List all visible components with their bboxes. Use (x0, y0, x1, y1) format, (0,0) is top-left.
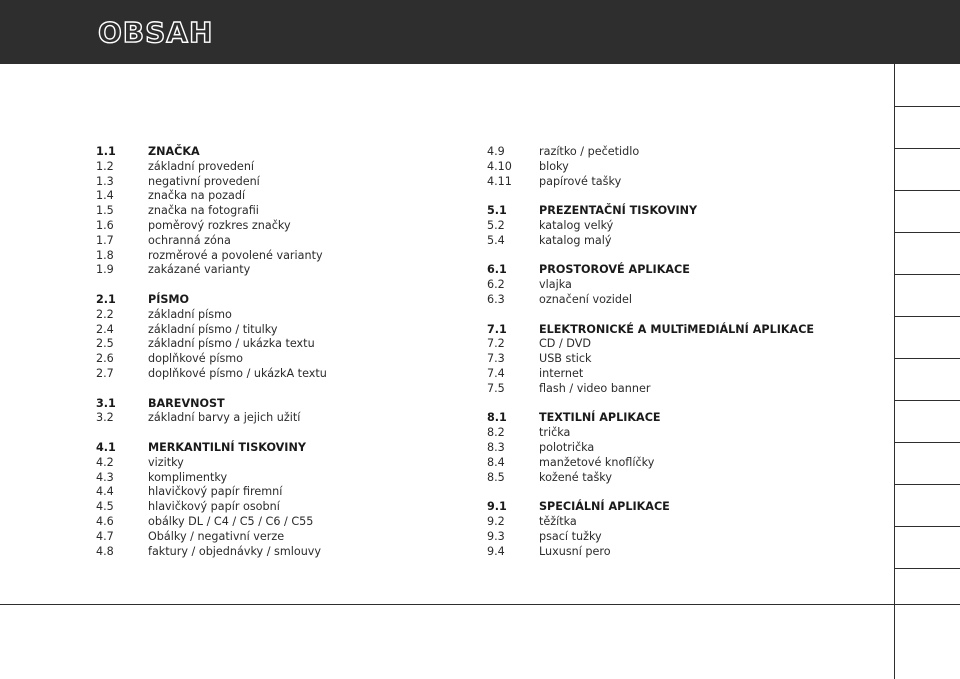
toc-entry-label: komplimentky (148, 470, 228, 484)
toc-entry-number: 1.6 (96, 218, 114, 232)
toc-entry (487, 160, 857, 175)
toc-entry (487, 219, 857, 234)
toc-entry (96, 337, 436, 352)
toc-entry-label: vlajka (539, 278, 572, 292)
toc-entry (96, 530, 436, 545)
toc-entry (96, 219, 436, 234)
toc-entry-label: Obálky / negativní verze (148, 529, 285, 543)
toc-entry-label: razítko / pečetidlo (539, 145, 640, 158)
toc-entry (96, 234, 436, 249)
page-title: OBSAH (98, 16, 214, 49)
toc-entry-label: TEXTILNÍ APLIKACE (539, 411, 661, 425)
toc-entry-number: 1.9 (96, 263, 114, 277)
toc-entry-label: značka na pozadí (148, 189, 246, 203)
toc-entry-number: 5.2 (487, 218, 505, 232)
toc-entry (96, 249, 436, 264)
toc-entry (487, 545, 857, 560)
toc-entry-label: faktury / objednávky / smlouvy (148, 544, 322, 558)
toc-entry-label: Luxusní pero (539, 544, 611, 558)
toc-section (487, 411, 857, 485)
toc-entry-label: rozměrové a povolené varianty (148, 248, 323, 262)
tab-divider (895, 106, 960, 107)
toc-entry (96, 367, 436, 382)
toc-entry-label: SPECIÁLNÍ APLIKACE (539, 500, 670, 514)
toc-entry-number: 5.1 (487, 204, 507, 218)
toc-entry (96, 411, 436, 426)
toc-column-left (96, 145, 436, 574)
toc-entry (487, 234, 857, 249)
tab-divider (895, 604, 960, 605)
toc-entry-number: 1.8 (96, 248, 114, 262)
toc-entry-number: 4.7 (96, 529, 114, 543)
toc-entry-label: psací tužky (539, 529, 602, 543)
toc-entry (96, 204, 436, 219)
tab-divider (895, 358, 960, 359)
toc-entry (96, 308, 436, 323)
toc-entry-number: 7.5 (487, 381, 505, 395)
toc-section-heading (96, 441, 436, 456)
toc-section (487, 323, 857, 397)
toc-entry-label: bloky (539, 159, 569, 173)
toc-entry-label: ZNAČKA (148, 145, 200, 158)
toc-entry-number: 4.5 (96, 500, 114, 514)
tab-divider (895, 148, 960, 149)
toc-entry-number: 1.1 (96, 145, 116, 158)
toc-entry-label: flash / video banner (539, 381, 651, 395)
toc-entry-label: značka na fotografii (148, 204, 259, 218)
toc-entry (96, 175, 436, 190)
tab-divider (895, 232, 960, 233)
toc-section-heading (96, 397, 436, 412)
toc-entry-number: 2.2 (96, 307, 114, 321)
toc-entry-number: 7.3 (487, 352, 505, 366)
toc-entry-number: 2.7 (96, 366, 114, 380)
toc-section (96, 293, 436, 382)
toc-entry-number: 4.4 (96, 485, 114, 499)
toc-entry-label: obálky DL / C4 / C5 / C6 / C55 (148, 514, 314, 528)
toc-entry-label: PROSTOROVÉ APLIKACE (539, 263, 690, 277)
toc-section (96, 145, 436, 278)
toc-entry (96, 471, 436, 486)
toc-entry-number: 8.4 (487, 455, 505, 469)
toc-entry-label: hlavičkový papír firemní (148, 485, 283, 499)
toc-entry-number: 9.3 (487, 529, 505, 543)
toc-entry-number: 8.2 (487, 426, 505, 440)
toc-entry-label: katalog velký (539, 218, 614, 232)
toc-entry-number: 5.4 (487, 233, 505, 247)
tab-divider (895, 568, 960, 569)
toc-section-heading (487, 411, 857, 426)
toc-entry-label: PREZENTAČNÍ TISKOVINY (539, 204, 698, 218)
toc-entry (96, 352, 436, 367)
toc-entry-number: 4.2 (96, 455, 114, 469)
toc-entry-label: internet (539, 366, 584, 380)
toc-section (487, 263, 857, 307)
toc-entry-label: základní písmo / titulky (148, 322, 278, 336)
toc-entry (487, 515, 857, 530)
toc-section (487, 500, 857, 559)
toc-entry-label: těžítka (539, 514, 577, 528)
section-tabs (894, 0, 960, 679)
toc-entry-label: BAREVNOST (148, 396, 225, 410)
toc-entry (96, 189, 436, 204)
toc-entry (96, 323, 436, 338)
toc-entry-number: 6.3 (487, 292, 505, 306)
toc-entry (487, 426, 857, 441)
toc-entry-label: polotrička (539, 440, 595, 454)
toc-entry-label: základní písmo (148, 307, 232, 321)
toc-entry-number: 2.1 (96, 292, 116, 306)
toc-column-right (487, 145, 857, 574)
toc-entry (487, 337, 857, 352)
toc-entry-number: 4.6 (96, 514, 114, 528)
toc-entry-label: kožené tašky (539, 470, 612, 484)
toc-section-heading (487, 204, 857, 219)
toc-entry (487, 441, 857, 456)
toc-entry-label: ochranná zóna (148, 233, 231, 247)
toc-entry-number: 8.3 (487, 440, 505, 454)
toc-entry (487, 175, 857, 190)
toc-section (96, 397, 436, 427)
toc-entry-number: 9.1 (487, 500, 507, 514)
toc-entry-number: 1.4 (96, 189, 114, 203)
toc-entry-number: 7.2 (487, 337, 505, 351)
toc-entry-label: zakázané varianty (148, 263, 251, 277)
toc-entry-number: 4.1 (96, 440, 116, 454)
toc-entry-number: 4.8 (96, 544, 114, 558)
toc-entry-label: katalog malý (539, 233, 612, 247)
toc-entry-number: 7.4 (487, 366, 505, 380)
toc-entry-label: papírové tašky (539, 174, 622, 188)
toc-entry-label: ELEKTRONICKÉ A MULTiMEDIÁLNÍ APLIKACE (539, 322, 815, 336)
toc-entry (487, 278, 857, 293)
toc-entry-label: trička (539, 426, 571, 440)
toc-entry-label: označení vozidel (539, 292, 632, 306)
tab-divider (895, 400, 960, 401)
toc-section-heading (96, 145, 436, 160)
toc-entry-number: 3.2 (96, 411, 114, 425)
toc-entry-number: 2.6 (96, 352, 114, 366)
toc-entry-label: základní písmo / ukázka textu (148, 337, 315, 351)
tab-divider (895, 316, 960, 317)
toc-entry-label: doplňkové písmo / ukázkA textu (148, 366, 327, 380)
toc-entry-label: základní provedení (148, 159, 255, 173)
tab-divider (895, 484, 960, 485)
toc-section-heading (487, 500, 857, 515)
toc-entry-label: CD / DVD (539, 337, 591, 351)
toc-entry-number: 4.3 (96, 470, 114, 484)
toc-entry-label: hlavičkový papír osobní (148, 500, 280, 514)
toc-entry (96, 485, 436, 500)
toc-entry-number: 8.1 (487, 411, 507, 425)
footer-rule (0, 604, 894, 605)
tab-divider (895, 526, 960, 527)
toc-entry-number: 4.11 (487, 174, 512, 188)
toc-entry-label: negativní provedení (148, 174, 260, 188)
toc-entry (487, 352, 857, 367)
toc-entry-number: 1.3 (96, 174, 114, 188)
toc-entry-number: 6.2 (487, 278, 505, 292)
toc-entry-number: 3.1 (96, 396, 116, 410)
toc-entry-number: 1.2 (96, 159, 114, 173)
toc-entry-label: doplňkové písmo (148, 352, 244, 366)
toc-entry-number: 9.2 (487, 514, 505, 528)
toc-entry-label: manžetové knoflíčky (539, 455, 655, 469)
toc-entry (96, 263, 436, 278)
toc-entry (96, 545, 436, 560)
toc-section (487, 204, 857, 248)
toc-section-heading (487, 263, 857, 278)
toc-entry-label: vizitky (148, 455, 184, 469)
toc-entry (487, 471, 857, 486)
toc-entry (96, 456, 436, 471)
tab-divider (895, 274, 960, 275)
toc-entry-label: USB stick (539, 352, 592, 366)
toc-section-heading (96, 293, 436, 308)
toc-entry-number: 2.5 (96, 337, 114, 351)
toc-entry-number: 6.1 (487, 263, 507, 277)
toc-entry (487, 382, 857, 397)
toc-entry-number: 1.7 (96, 233, 114, 247)
tab-divider (895, 190, 960, 191)
toc-entry-label: poměrový rozkres značky (148, 218, 291, 232)
toc-entry-number: 2.4 (96, 322, 114, 336)
toc-entry-label: PÍSMO (148, 292, 190, 306)
toc-entry (96, 160, 436, 175)
toc-entry-number: 7.1 (487, 322, 507, 336)
tab-divider (895, 442, 960, 443)
page-header (0, 0, 960, 64)
toc-entry-number: 1.5 (96, 204, 114, 218)
toc-section (96, 441, 436, 559)
toc-section (487, 145, 857, 189)
toc-entry-number: 9.4 (487, 544, 505, 558)
toc-entry (487, 456, 857, 471)
toc-entry-label: MERKANTILNÍ TISKOVINY (148, 440, 306, 454)
toc-entry (487, 145, 857, 160)
toc-section-heading (487, 323, 857, 338)
toc-entry (96, 515, 436, 530)
toc-entry (96, 500, 436, 515)
toc-entry (487, 293, 857, 308)
toc-entry-number: 4.9 (487, 145, 505, 158)
toc-entry-number: 8.5 (487, 470, 505, 484)
toc-entry-number: 4.10 (487, 159, 512, 173)
toc-entry-label: základní barvy a jejich užití (148, 411, 301, 425)
toc-entry (487, 530, 857, 545)
toc-entry (487, 367, 857, 382)
